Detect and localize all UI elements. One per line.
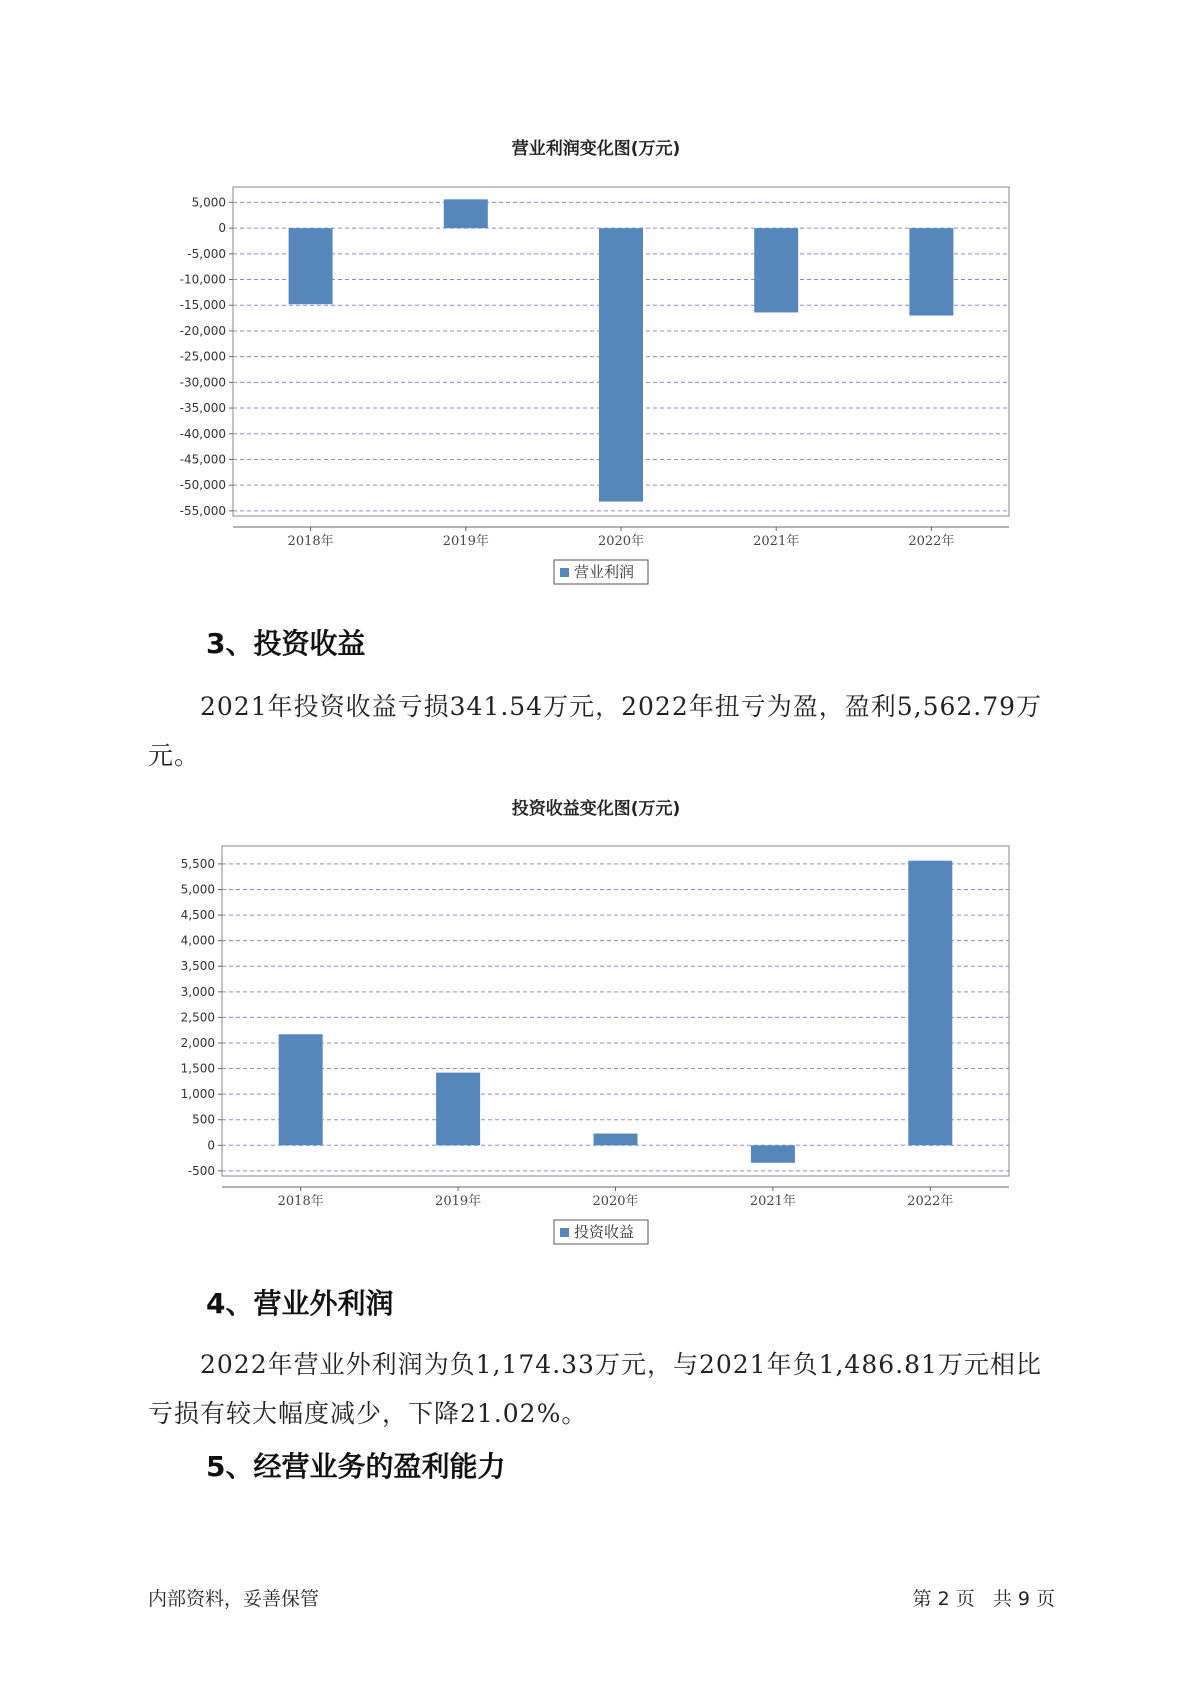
- x-tick-label: 2019年: [442, 534, 489, 549]
- y-tick-label: -40,000: [179, 426, 226, 441]
- operating-profit-chart-svg: [0, 130, 1191, 590]
- footer-confidential: 内部资料，妥善保管: [148, 1588, 320, 1610]
- y-tick-label: 500: [192, 1112, 215, 1127]
- section-4-heading: 4、营业外利润: [206, 1287, 394, 1320]
- x-tick-label: 2022年: [907, 1194, 954, 1209]
- chart-title: 营业利润变化图(万元): [511, 139, 681, 159]
- x-tick-label: 2020年: [592, 1194, 639, 1209]
- plot-area: [222, 846, 1009, 1176]
- bar-2019年: [444, 199, 488, 228]
- y-tick-label: 5,000: [191, 195, 226, 210]
- legend-swatch: [560, 1228, 569, 1237]
- x-tick-label: 2021年: [753, 534, 800, 549]
- y-tick-label: 1,000: [180, 1087, 215, 1102]
- y-tick-label: 2,000: [180, 1035, 215, 1050]
- bar-2018年: [289, 228, 333, 304]
- investment-income-chart-svg: [0, 790, 1191, 1250]
- y-tick-label: 3,500: [180, 959, 215, 974]
- x-tick-label: 2021年: [749, 1194, 796, 1209]
- x-tick-label: 2018年: [277, 1194, 324, 1209]
- bar-2021年: [751, 1145, 795, 1162]
- chart-title: 投资收益变化图(万元): [511, 799, 681, 819]
- investment-income-chart: [0, 790, 1191, 1250]
- y-tick-label: -5,000: [187, 246, 226, 261]
- y-tick-label: 3,000: [180, 984, 215, 999]
- y-tick-label: 0: [207, 1138, 215, 1153]
- bar-2019年: [436, 1073, 480, 1146]
- bar-2018年: [279, 1034, 323, 1145]
- bar-2022年: [909, 228, 953, 315]
- y-tick-label: -50,000: [179, 478, 226, 493]
- legend-swatch: [560, 568, 569, 577]
- y-tick-label: -10,000: [179, 272, 226, 287]
- y-tick-label: -30,000: [179, 375, 226, 390]
- y-tick-label: 1,500: [180, 1061, 215, 1076]
- section-5-heading: 5、经营业务的盈利能力: [206, 1450, 506, 1483]
- bar-2021年: [754, 228, 798, 312]
- y-tick-label: 0: [218, 221, 226, 236]
- legend-label: 投资收益: [574, 1223, 635, 1241]
- bar-2020年: [594, 1134, 638, 1146]
- x-tick-label: 2019年: [435, 1194, 482, 1209]
- section-3-heading: 3、投资收益: [206, 627, 366, 660]
- x-tick-label: 2022年: [908, 534, 955, 549]
- y-tick-label: 2,500: [180, 1010, 215, 1025]
- y-tick-label: 5,000: [180, 882, 215, 897]
- y-tick-label: -25,000: [179, 349, 226, 364]
- operating-profit-chart: [0, 130, 1191, 590]
- section-3-text: 2021年投资收益亏损341.54万元，2022年扭亏为盈，盈利5,562.79万元。: [148, 692, 1043, 770]
- footer-page-number: 第 2 页 共 9 页: [912, 1588, 1055, 1610]
- section-4-text: 2022年营业外利润为负1,174.33万元，与2021年负1,486.81万元相比亏损有较大幅度减少，下降21.02%。: [148, 1350, 1042, 1428]
- y-tick-label: -35,000: [179, 401, 226, 416]
- y-tick-label: -20,000: [179, 323, 226, 338]
- y-tick-label: 5,500: [180, 856, 215, 871]
- y-tick-label: -15,000: [179, 298, 226, 313]
- legend-label: 营业利润: [574, 563, 635, 581]
- y-tick-label: -45,000: [179, 452, 226, 467]
- y-tick-label: 4,500: [180, 908, 215, 923]
- y-tick-label: 4,000: [180, 933, 215, 948]
- x-tick-label: 2018年: [287, 534, 334, 549]
- y-tick-label: -500: [187, 1163, 215, 1178]
- x-tick-label: 2020年: [597, 534, 645, 549]
- bar-2020年: [599, 228, 643, 501]
- bar-2022年: [908, 861, 952, 1146]
- y-tick-label: -55,000: [179, 503, 226, 518]
